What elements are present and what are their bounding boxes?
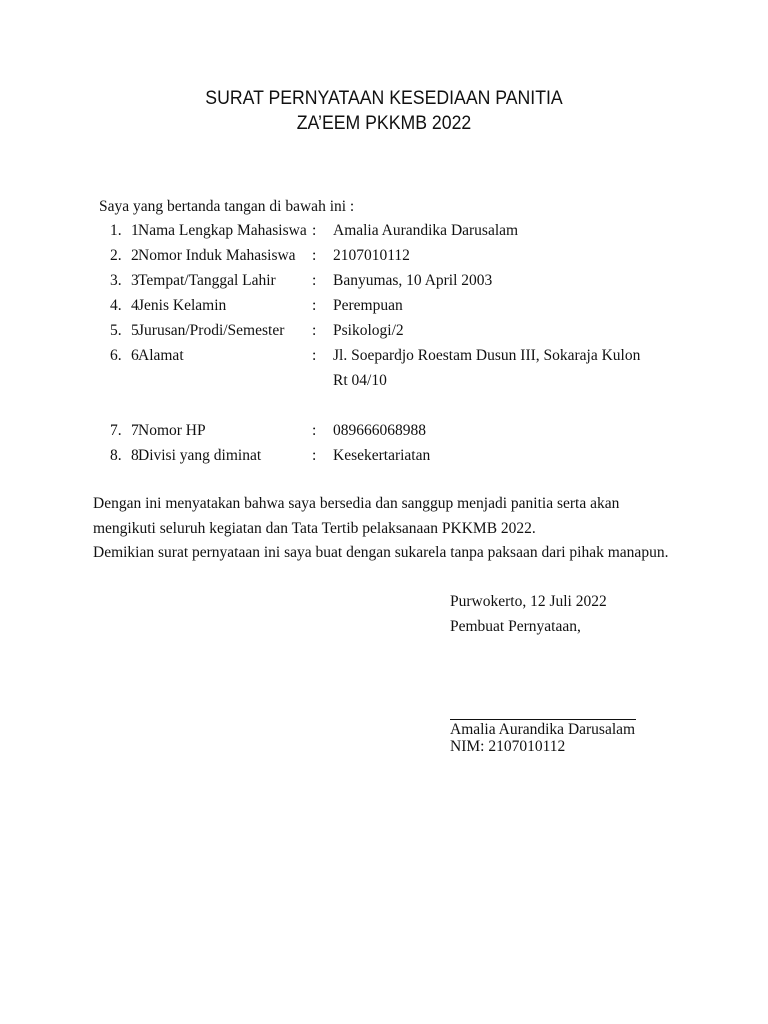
field-row-major — [0, 322, 768, 344]
field-label: Tempat/Tanggal Lahir — [138, 272, 276, 289]
field-number: 8. — [110, 447, 122, 464]
field-number: 3. — [110, 272, 122, 289]
field-label: Jurusan/Prodi/Semester — [138, 322, 285, 339]
field-colon: : — [312, 322, 317, 339]
field-colon: : — [312, 272, 317, 289]
field-value: Psikologi/2 — [333, 322, 404, 339]
field-row-address — [0, 347, 768, 369]
field-value-continued: Rt 04/10 — [333, 372, 387, 389]
field-value: Amalia Aurandika Darusalam — [333, 222, 519, 239]
field-number-overlap: 3 — [131, 272, 139, 289]
title-line-1: SURAT PERNYATAAN KESEDIAAN PANITIA — [205, 88, 563, 109]
field-number-overlap: 6 — [131, 347, 139, 364]
field-number: 5. — [110, 322, 122, 339]
field-number: 6. — [110, 347, 122, 364]
field-number: 2. — [110, 247, 122, 264]
field-value: Perempuan — [333, 297, 403, 314]
field-value: Kesekertariatan — [333, 447, 431, 464]
field-row-gender — [0, 297, 768, 319]
field-label: Jenis Kelamin — [138, 297, 227, 314]
field-number-overlap: 8 — [131, 447, 139, 464]
field-value: 2107010112 — [333, 247, 410, 264]
field-label: Divisi yang diminat — [138, 447, 262, 464]
field-value: Jl. Soepardjo Roestam Dusun III, Sokaraja Kulon — [333, 347, 641, 364]
field-number-overlap: 4 — [131, 297, 139, 314]
field-colon: : — [312, 347, 317, 364]
field-value: Banyumas, 10 April 2003 — [333, 272, 493, 289]
intro-text: Saya yang bertanda tangan di bawah ini : — [99, 198, 355, 215]
field-colon: : — [312, 447, 317, 464]
field-colon: : — [312, 247, 317, 264]
field-label: Nama Lengkap Mahasiswa — [138, 222, 307, 239]
field-number-overlap: 5 — [131, 322, 139, 339]
field-colon: : — [312, 222, 317, 239]
field-row-birth — [0, 272, 768, 294]
signer-name: Amalia Aurandika Darusalam — [450, 721, 636, 738]
field-row-name — [0, 222, 768, 244]
document-title — [27, 86, 741, 136]
signer-role: Pembuat Pernyataan, — [450, 618, 581, 635]
field-row-division — [0, 447, 768, 469]
body-paragraph-line-1: Dengan ini menyatakan bahwa saya bersedia dan sanggup menjadi panitia serta akan — [93, 495, 620, 512]
field-number: 1. — [110, 222, 122, 239]
field-colon: : — [312, 422, 317, 439]
field-row-nim — [0, 247, 768, 269]
field-number-overlap: 2 — [131, 247, 139, 264]
field-row-address-cont — [0, 372, 768, 394]
field-label: Nomor Induk Mahasiswa — [138, 247, 296, 264]
field-colon: : — [312, 297, 317, 314]
field-row-phone — [0, 422, 768, 444]
signature-line — [450, 719, 636, 720]
field-label: Alamat — [138, 347, 184, 364]
place-date: Purwokerto, 12 Juli 2022 — [450, 593, 607, 610]
field-number-overlap: 1 — [131, 222, 139, 239]
body-paragraph-line-2: mengikuti seluruh kegiatan dan Tata Tertib pelaksanaan PKKMB 2022. — [93, 520, 536, 537]
title-line-2: ZA’EEM PKKMB 2022 — [296, 113, 472, 134]
signer-nim: NIM: 2107010112 — [450, 738, 566, 755]
field-value: 089666068988 — [333, 422, 426, 439]
body-paragraph-line-3: Demikian surat pernyataan ini saya buat dengan sukarela tanpa paksaan dari pihak manapun. — [93, 544, 669, 561]
field-number: 7. — [110, 422, 122, 439]
field-number-overlap: 7 — [131, 422, 139, 439]
field-label: Nomor HP — [138, 422, 206, 439]
field-number: 4. — [110, 297, 122, 314]
